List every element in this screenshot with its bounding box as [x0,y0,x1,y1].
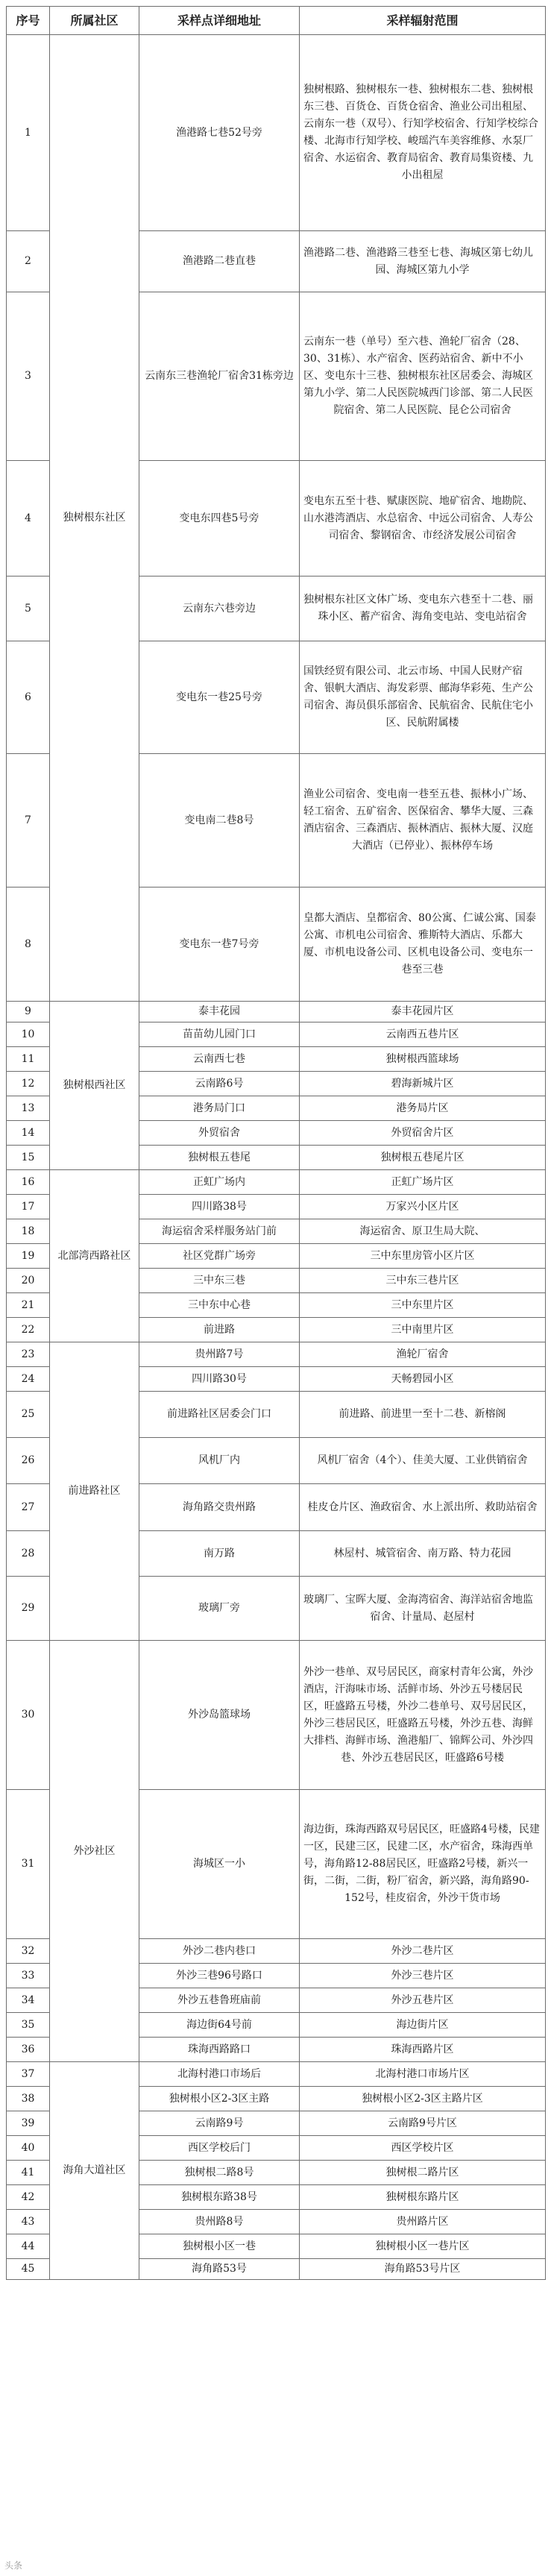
community-name: 独树根东社区 [50,35,139,1002]
sampling-address: 三中东三巷 [139,1269,300,1293]
community-name: 外沙社区 [50,1641,139,2062]
header-range: 采样辐射范围 [300,7,546,35]
sampling-range: 泰丰花园片区 [300,1002,546,1022]
sampling-range: 北海村港口市场片区 [300,2062,546,2087]
row-number: 11 [7,1047,50,1072]
sampling-address: 贵州路7号 [139,1342,300,1367]
sampling-range: 港务局片区 [300,1096,546,1121]
sampling-address: 独树根小区2-3区主路 [139,2087,300,2111]
row-number: 45 [7,2259,50,2280]
sampling-range: 渔业公司宿舍、变电南一巷至五巷、振林小广场、轻工宿舍、五矿宿舍、医保宿舍、攀华大厦、三森酒店宿舍、三森酒店、振林酒店、振林大厦、汉庭大酒店（已停业）、振林停车场 [300,754,546,888]
sampling-range: 风机厂宿舍（4个）、佳美大厦、工业供销宿舍 [300,1438,546,1484]
row-number: 20 [7,1269,50,1293]
sampling-address: 云南路6号 [139,1072,300,1096]
sampling-range: 独树根西篮球场 [300,1047,546,1072]
row-number: 42 [7,2185,50,2210]
sampling-address: 苗苗幼儿园门口 [139,1022,300,1047]
row-number: 26 [7,1438,50,1484]
sampling-range: 碧海新城片区 [300,1072,546,1096]
row-number: 13 [7,1096,50,1121]
community-name: 前进路社区 [50,1342,139,1641]
row-number: 39 [7,2111,50,2136]
sampling-range: 三中东里房管小区片区 [300,1244,546,1269]
row-number: 15 [7,1146,50,1170]
sampling-range: 正虹广场片区 [300,1170,546,1195]
sampling-range: 外沙一巷单、双号居民区，商家村青年公寓，外沙酒店，汗海味市场、活鲜市场、外沙五号楼居民区，旺盛路五号楼，外沙二巷单号、双号居民区，外沙三巷居民区，旺盛路五号楼，外沙五巷、海鲜大排档、海鲜市场、渔港船厂、锦辉公司、外沙四巷、外沙五巷居民区，旺盛路6号楼 [300,1641,546,1790]
sampling-range: 桂皮仓片区、渔政宿舍、水上派出所、救助站宿舍 [300,1484,546,1531]
row-number: 22 [7,1318,50,1342]
row-number: 41 [7,2161,50,2185]
sampling-address: 渔港路七巷52号旁 [139,35,300,231]
row-number: 3 [7,292,50,461]
sampling-range: 三中东三巷片区 [300,1269,546,1293]
row-number: 37 [7,2062,50,2087]
sampling-address: 渔港路二巷直巷 [139,231,300,292]
sampling-address: 外沙五巷鲁班庙前 [139,1988,300,2013]
row-number: 10 [7,1022,50,1047]
sampling-range: 外沙二巷片区 [300,1939,546,1964]
row-number: 36 [7,2038,50,2062]
table-row [7,35,546,231]
sampling-range: 珠海西路片区 [300,2038,546,2062]
sampling-range: 外贸宿舍片区 [300,1121,546,1146]
sampling-range: 独树根二路片区 [300,2161,546,2185]
sampling-range: 独树根五巷尾片区 [300,1146,546,1170]
row-number: 32 [7,1939,50,1964]
row-number: 28 [7,1531,50,1577]
header-no: 序号 [7,7,50,35]
sampling-address: 变电东四巷5号旁 [139,461,300,577]
table-row [7,1342,546,1367]
row-number: 5 [7,577,50,641]
sampling-address: 社区党群广场旁 [139,1244,300,1269]
sampling-range: 云南东一巷（单号）至六巷、渔轮厂宿舍（28、30、31栋）、水产宿舍、医药站宿舍、新中不小区、变电东十三巷、独树根东社区居委会、海城区第九小学、第二人民医院城西门诊部、第二人民医院宿舍、第二人民医院、昆仑公司宿舍 [300,292,546,461]
sampling-address: 西区学校后门 [139,2136,300,2161]
community-name: 北部湾西路社区 [50,1170,139,1342]
row-number: 24 [7,1367,50,1392]
row-number: 38 [7,2087,50,2111]
row-number: 1 [7,35,50,231]
sampling-address: 外贸宿舍 [139,1121,300,1146]
row-number: 17 [7,1195,50,1219]
sampling-address: 海角路53号 [139,2259,300,2280]
sampling-address: 海边街64号前 [139,2013,300,2038]
sampling-range: 渔轮厂宿舍 [300,1342,546,1367]
sampling-address: 变电东一巷7号旁 [139,888,300,1002]
sampling-range: 西区学校片区 [300,2136,546,2161]
sampling-range: 独树根东社区文体广场、变电东六巷至十二巷、丽珠小区、蓄产宿舍、海角变电站、变电站宿舍 [300,577,546,641]
sampling-range: 独树根小区一巷片区 [300,2234,546,2259]
sampling-address: 海运宿舍采样服务站门前 [139,1219,300,1244]
sampling-range: 皇都大酒店、皇都宿舍、80公寓、仁诚公寓、国泰公寓、市机电公司宿舍、雅斯特大酒店、乐都大厦、市机电设备公司、区机电设备公司、变电东一巷至三巷 [300,888,546,1002]
row-number: 44 [7,2234,50,2259]
sampling-address: 变电东一巷25号旁 [139,641,300,754]
sampling-address: 外沙三巷96号路口 [139,1964,300,1988]
sampling-range: 海边街，珠海西路双号居民区，旺盛路4号楼，民建一区，民建三区，民建二区，水产宿舍，珠海西单号，海角路12-88居民区，旺盛路2号楼，新兴一街，二街，二街，粉厂宿舍，新兴路，海角路90-152号，桂皮宿舍，外沙干货市场 [300,1790,546,1939]
sampling-range: 海角路53号片区 [300,2259,546,2280]
sampling-address: 风机厂内 [139,1438,300,1484]
sampling-address: 贵州路8号 [139,2210,300,2234]
row-number: 2 [7,231,50,292]
sampling-range: 前进路、前进里一至十二巷、新榕阁 [300,1392,546,1438]
sampling-range: 林屋村、城管宿舍、南万路、特力花园 [300,1531,546,1577]
sampling-range: 贵州路片区 [300,2210,546,2234]
sampling-address: 南万路 [139,1531,300,1577]
sampling-address: 珠海西路路口 [139,2038,300,2062]
header-address: 采样点详细地址 [139,7,300,35]
row-number: 14 [7,1121,50,1146]
sampling-address: 独树根二路8号 [139,2161,300,2185]
row-number: 29 [7,1577,50,1641]
sampling-address: 玻璃厂旁 [139,1577,300,1641]
sampling-address: 泰丰花园 [139,1002,300,1022]
row-number: 35 [7,2013,50,2038]
table-row [7,1641,546,1790]
sampling-address: 前进路 [139,1318,300,1342]
sampling-address: 四川路30号 [139,1367,300,1392]
sampling-range: 渔港路二巷、渔港路三巷至七巷、海城区第七幼儿园、海城区第九小学 [300,231,546,292]
sampling-address: 变电南二巷8号 [139,754,300,888]
sampling-address: 前进路社区居委会门口 [139,1392,300,1438]
sampling-address: 云南路9号 [139,2111,300,2136]
community-name: 海角大道社区 [50,2062,139,2280]
sampling-address: 外沙岛篮球场 [139,1641,300,1790]
row-number: 9 [7,1002,50,1022]
sampling-address: 云南西七巷 [139,1047,300,1072]
sampling-address: 三中东中心巷 [139,1293,300,1318]
row-number: 31 [7,1790,50,1939]
sampling-range: 三中东里片区 [300,1293,546,1318]
row-number: 12 [7,1072,50,1096]
row-number: 43 [7,2210,50,2234]
sampling-address: 海城区一小 [139,1790,300,1939]
sampling-range: 云南路9号片区 [300,2111,546,2136]
table-header-row [7,7,546,35]
table-row [7,1002,546,1022]
row-number: 4 [7,461,50,577]
sampling-address: 海角路交贵州路 [139,1484,300,1531]
sampling-range: 海边街片区 [300,2013,546,2038]
row-number: 40 [7,2136,50,2161]
sampling-range: 外沙三巷片区 [300,1964,546,1988]
row-number: 18 [7,1219,50,1244]
row-number: 27 [7,1484,50,1531]
table-body [7,35,546,2280]
sampling-range: 海运宿舍、原卫生局大院、 [300,1219,546,1244]
sampling-table-container [6,6,545,2280]
watermark-text: 头条 [4,2560,23,2571]
sampling-address: 独树根东路38号 [139,2185,300,2210]
sampling-range: 三中南里片区 [300,1318,546,1342]
sampling-range: 独树根东路片区 [300,2185,546,2210]
sampling-range: 玻璃厂、宝晖大厦、金海湾宿舍、海洋站宿舍地监宿舍、计量局、赵屋村 [300,1577,546,1641]
sampling-points-table [6,6,546,2280]
community-name: 独树根西社区 [50,1002,139,1170]
row-number: 16 [7,1170,50,1195]
sampling-address: 云南东六巷旁边 [139,577,300,641]
sampling-address: 港务局门口 [139,1096,300,1121]
row-number: 23 [7,1342,50,1367]
sampling-range: 万家兴小区片区 [300,1195,546,1219]
row-number: 8 [7,888,50,1002]
header-community: 所属社区 [50,7,139,35]
sampling-range: 外沙五巷片区 [300,1988,546,2013]
sampling-range: 独树根路、独树根东一巷、独树根东二巷、独树根东三巷、百货仓、百货仓宿舍、渔业公司出租屋、云南东一巷（双号）、行知学校宿舍、行知学校综合楼、北海市行知学校、峻瑶汽车美容维修、水泵厂宿舍、水运宿舍、教育局宿舍、教育局集资楼、九小出租屋 [300,35,546,231]
sampling-address: 独树根五巷尾 [139,1146,300,1170]
sampling-address: 四川路38号 [139,1195,300,1219]
sampling-address: 独树根小区一巷 [139,2234,300,2259]
sampling-range: 独树根小区2-3区主路片区 [300,2087,546,2111]
table-row [7,1170,546,1195]
row-number: 33 [7,1964,50,1988]
sampling-range: 国铁经贸有限公司、北云市场、中国人民财产宿舍、银帆大酒店、海发彩票、邮海华彩苑、生产公司宿舍、海员俱乐部宿舍、民航宿舍、民航住宅小区、民航附属楼 [300,641,546,754]
sampling-address: 外沙二巷内巷口 [139,1939,300,1964]
row-number: 6 [7,641,50,754]
sampling-address: 北海村港口市场后 [139,2062,300,2087]
sampling-range: 变电东五至十巷、赋康医院、地矿宿舍、地勘院、山水港湾酒店、水总宿舍、中远公司宿舍、人寿公司宿舍、黎钢宿舍、市经济发展公司宿舍 [300,461,546,577]
row-number: 19 [7,1244,50,1269]
row-number: 34 [7,1988,50,2013]
sampling-address: 正虹广场内 [139,1170,300,1195]
row-number: 30 [7,1641,50,1790]
sampling-address: 云南东三巷渔轮厂宿舍31栋旁边 [139,292,300,461]
sampling-range: 云南西五巷片区 [300,1022,546,1047]
sampling-range: 天畅碧园小区 [300,1367,546,1392]
row-number: 21 [7,1293,50,1318]
row-number: 25 [7,1392,50,1438]
row-number: 7 [7,754,50,888]
table-row [7,2062,546,2087]
